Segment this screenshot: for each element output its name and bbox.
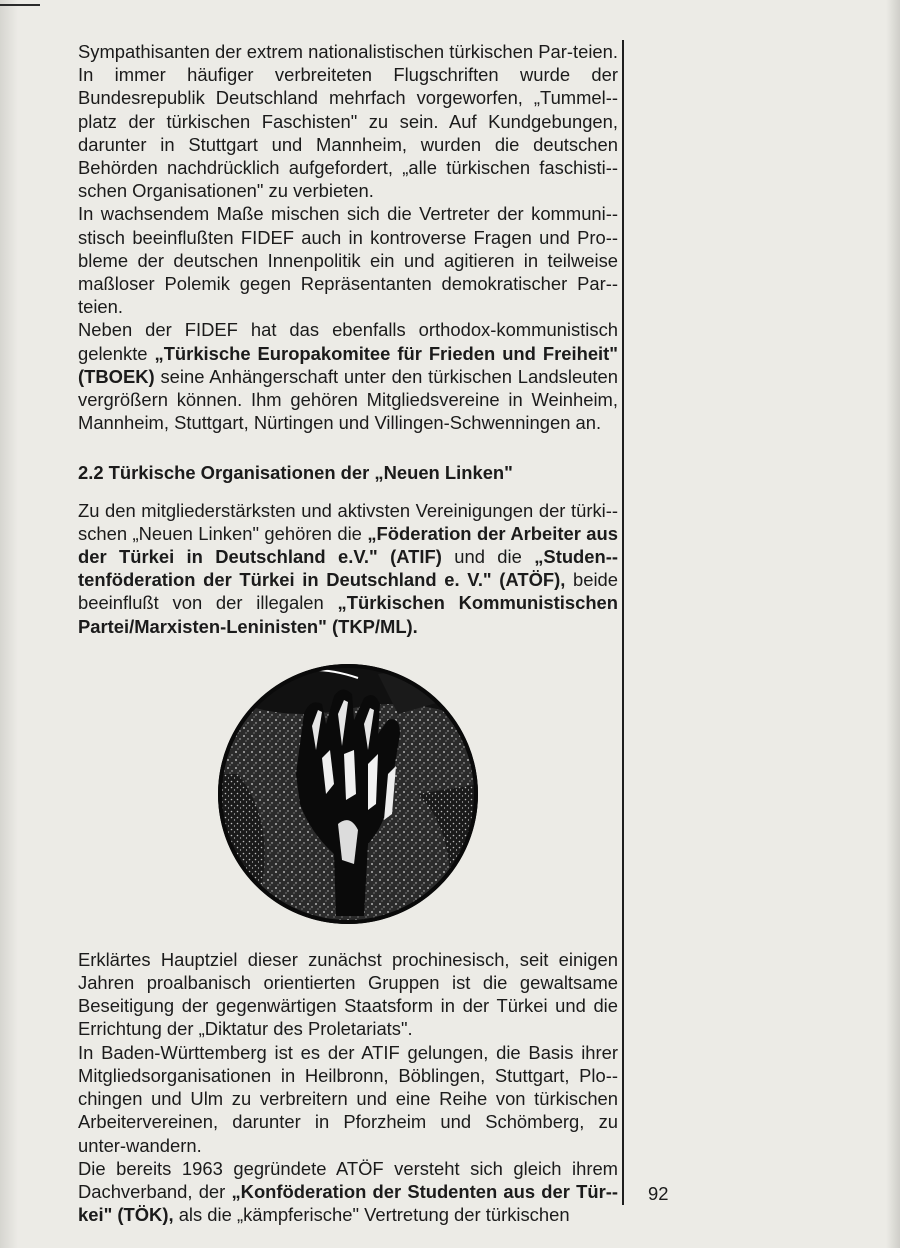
paragraph-p6 [78, 1041, 618, 1157]
text-block-mid [78, 499, 618, 638]
text-run: In wachsendem Maße mischen sich die Vertreter der kommuni-stisch beeinflußten FIDEF auch in kontroverse Fragen und Pro-bleme der deutschen Innenpolitik ein und agitieren in teilweise maßloser Polemik gegen Repräsentanten demokratischer Par-teien. [78, 203, 618, 318]
text-run: Die bereits 1963 gegründete ATÖF versteht sich gleich ihrem Dachverband, der [78, 1157, 618, 1202]
paragraph-p2 [78, 202, 618, 318]
bold-run: „Türkischen Kommunistischen Partei/Marxisten-Leninisten" (TKP/ML). [78, 592, 619, 637]
text-run: Sympathisanten der extrem nationalistischen türkischen Par-teien. In immer häufiger verbreiteten Flugschriften wurde der Bundesrepublik Deutschland mehrfach vorgeworfen, „Tummel-platz der türkischen Faschisten" zu sein. Auf Kundgebungen, darunter in Stuttgart und Mannheim, wurden die deutschen Behörden nachdrücklich aufgefordert, „alle türkischen faschisti-schen Organisationen" zu verbieten. [78, 41, 618, 202]
paragraph-p7 [78, 1157, 618, 1227]
paragraph-p4 [78, 499, 618, 638]
text-block-before [78, 40, 618, 434]
text-run: seine Anhängerschaft unter den türkischen Landsleuten vergrößern können. Ihm gehören Mitgliedsvereine in Weinheim, Mannheim, Stuttgart, Nürtingen und Villingen-Schwenningen an. [78, 365, 618, 434]
text-run: Erklärtes Hauptziel dieser zunächst prochinesisch, seit einigen Jahren proalbanisch orientierten Gruppen ist die gewaltsame Beseitigung der gegenwärtigen Staatsform in der Türkei und die Errichtung der „Diktatur des Proletariats". [78, 948, 618, 1040]
text-run: und die [441, 546, 535, 568]
paragraph-p5 [78, 948, 618, 1041]
text-column [78, 40, 618, 1226]
raised-fist-emblem-icon [218, 654, 478, 930]
paragraph-p3 [78, 318, 618, 434]
text-run: Zu den mitgliederstärksten und aktivsten Vereinigungen der türki-schen „Neuen Linken" gehören die [78, 499, 618, 544]
paragraph-p1 [78, 40, 618, 202]
figure [78, 654, 618, 934]
bold-run: „Studen-tenföderation der Türkei in Deutschland e. V." (ATÖF), [78, 546, 618, 591]
scan-edge-right [886, 0, 900, 1248]
bold-run: „Föderation der Arbeiter aus der Türkei in Deutschland e.V." (ATIF) [78, 522, 618, 568]
text-run: Neben der FIDEF hat das ebenfalls orthodox-kommunistisch gelenkte [78, 319, 618, 364]
text-block-after [78, 948, 618, 1226]
bold-run: „Konföderation der Studenten aus der Tür-kei" (TÖK), [78, 1180, 618, 1226]
page-number: 92 [648, 1183, 669, 1204]
margin-rule [622, 40, 624, 1205]
text-run: als die „kämpferische" Vertretung der türkischen [173, 1204, 570, 1226]
bold-run: „Türkische Europakomitee für Frieden und Freiheit" (TBOEK) [78, 342, 619, 387]
text-run: beide beeinflußt von der illegalen [78, 569, 619, 614]
text-run: In Baden-Württemberg ist es der ATIF gelungen, die Basis ihrer Mitgliedsorganisationen in Heilbronn, Böblingen, Stuttgart, Plo-chingen und Ulm zu verbreitern und eine Reihe von türkischen Arbeitervereinen, darunter in Pforzheim und Schömberg, zu unter-wandern. [78, 1041, 618, 1156]
section-heading: 2.2 Türkische Organisationen der „Neuen Linken" [78, 462, 513, 484]
crop-mark [0, 4, 40, 6]
scan-edge-left [0, 0, 18, 1248]
